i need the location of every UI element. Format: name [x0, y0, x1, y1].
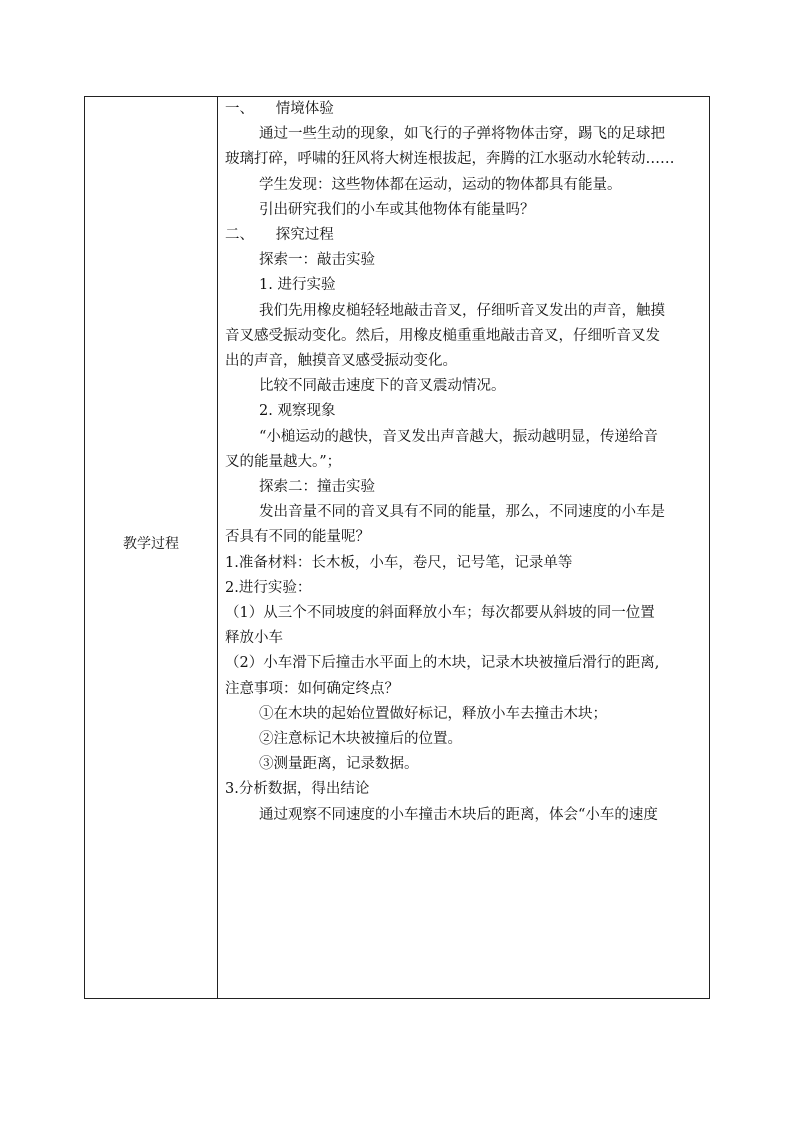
text-line: （1）从三个不同坡度的斜面释放小车；每次都要从斜坡的同一位置 [225, 605, 655, 622]
text-line: 引出研究我们的小车或其他物体有能量吗？ [259, 201, 535, 218]
text-line: 探索二：撞击实验 [259, 479, 375, 496]
text-line: 音叉感受振动变化。然后，用橡皮槌重重地敲击音叉，仔细听音叉发 [225, 327, 660, 344]
text-line: 发出音量不同的音叉具有不同的能量，那么，不同速度的小车是 [259, 504, 665, 521]
text-line: （2）小车滑下后撞击水平面上的木块，记录木块被撞后滑行的距离, [225, 655, 660, 672]
content-cell [219, 97, 709, 998]
text-line: 1. 进行实验 [259, 277, 336, 294]
text-line: 叉的能量越大。”； [225, 453, 342, 470]
text-line: 比较不同敲击速度下的音叉震动情况。 [259, 378, 506, 395]
text-line: ③测量距离，记录数据。 [259, 756, 419, 773]
text-line: 2. 观察现象 [259, 403, 336, 420]
text-line: 探索一：敲击实验 [259, 252, 375, 269]
text-line: 我们先用橡皮槌轻轻地敲击音叉，仔细听音叉发出的声音，触摸 [259, 302, 665, 319]
text-line: “小槌运动的越快，音叉发出声音越大，振动越明显，传递给音 [259, 428, 658, 445]
text-line: 否具有不同的能量呢？ [225, 529, 370, 546]
row-label-cell [85, 97, 218, 998]
text-line: 通过一些生动的现象，如飞行的子弹将物体击穿，踢飞的足球把 [259, 126, 665, 143]
content-text [219, 97, 709, 828]
text-line: 学生发现：这些物体都在运动，运动的物体都具有能量。 [259, 176, 622, 193]
lesson-table [84, 96, 710, 999]
text-line: 释放小车 [225, 630, 283, 647]
text-line: 通过观察不同速度的小车撞击木块后的距离，体会“小车的速度 [259, 806, 658, 823]
text-line: 3.分析数据，得出结论 [225, 781, 370, 798]
text-line: ①在木块的起始位置做好标记，释放小车去撞击木块； [259, 705, 607, 722]
row-label: 教学过程 [123, 536, 179, 552]
text-line: 2.进行实验： [225, 579, 312, 596]
text-line: ②注意标记木块被撞后的位置。 [259, 731, 462, 748]
text-line: 玻璃打碎，呼啸的狂风将大树连根拔起，奔腾的江水驱动水轮转动…… [225, 151, 675, 168]
text-line: 注意事项：如何确定终点？ [225, 680, 399, 697]
text-line: 1.准备材料：长木板，小车，卷尺，记号笔，记录单等 [225, 554, 573, 571]
text-line: 出的声音，触摸音叉感受振动变化。 [225, 353, 457, 370]
text-line: 一、 情境体验 [225, 101, 334, 117]
text-line: 二、 探究过程 [225, 227, 334, 244]
